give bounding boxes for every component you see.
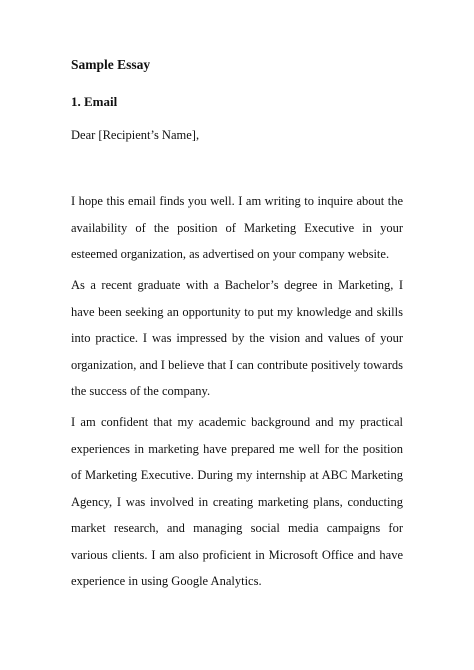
paragraph-background: As a recent graduate with a Bachelor’s degree in Marketing, I have been seeking an opportunity to put my knowledge and skills into practice. I was impressed by the vision and values of your organization, and I believe that I can contribute positively towards the success of the company. — [71, 278, 403, 398]
salutation: Dear [Recipient’s Name], — [71, 128, 200, 142]
paragraph-intro: I hope this email finds you well. I am writing to inquire about the availability of the position of Marketing Executive in your esteemed organization, as advertised on your company website. — [71, 194, 403, 261]
paragraph-experience: I am confident that my academic background and my practical experiences in marketing have prepared me well for the position of Marketing Executive. During my internship at ABC Marketing Agency, I was involved in creating marketing plans, conducting market research, and managing social media campaigns for various clients. I am also proficient in Microsoft Office and have experience in using Google Analytics. — [71, 415, 403, 588]
section-heading: 1. Email — [71, 94, 118, 109]
document-title: Sample Essay — [71, 57, 151, 72]
